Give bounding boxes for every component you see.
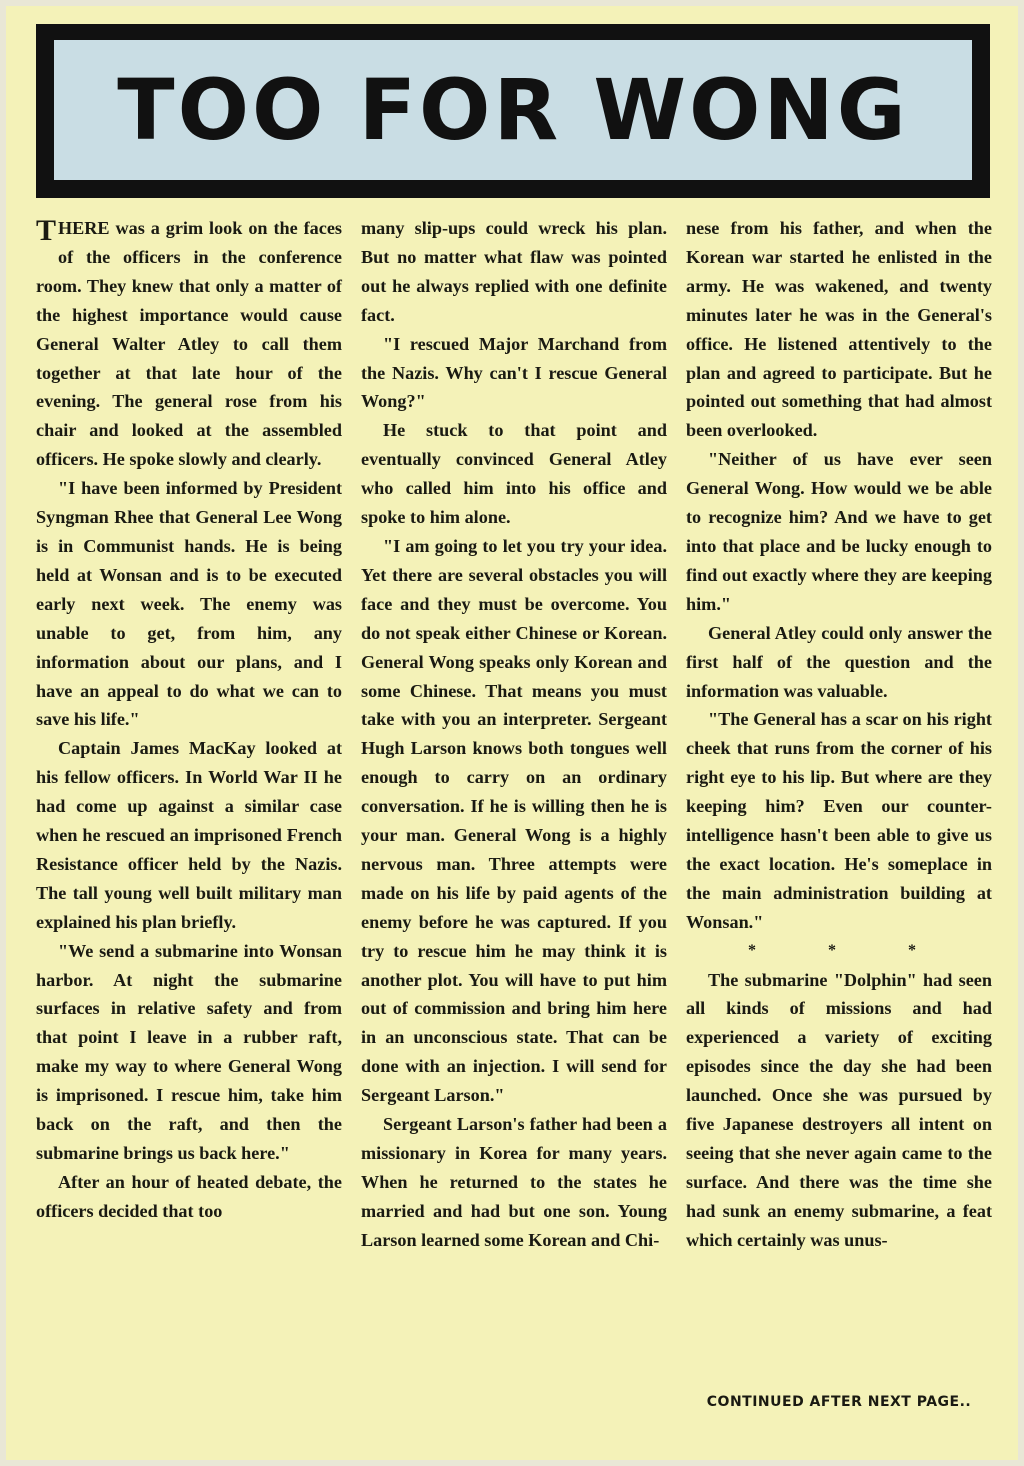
- paragraph: THERE was a grim look on the faces of the officers in the conference room. They knew that only a matter of the highest importance would cause General Walter Atley to call them together at that late hour of the evening. The general rose from his chair and looked at the assembled officers. He spoke slowly and clearly.: [36, 214, 342, 470]
- paragraph: The submarine "Dolphin" had seen all kinds of missions and had experienced a variety of exciting episodes since the day she had been launched. Once she was pursued by five Japanese destroyers all intent on seeing that she never again came to the surface. And there was the time she had sunk an enemy submarine, a feat which certainly was unus-: [686, 969, 992, 1250]
- paragraph: nese from his father, and when the Korean war started he enlisted in the army. He was wakened, and twenty minutes later he was in the General's office. He listened attentively to the plan and agreed to participate. But he pointed out something that had almost been overlooked.: [686, 218, 992, 441]
- paragraph: "I am going to let you try your idea. Yet there are several obstacles you will face and they must be overcome. You do not speak either Chinese or Korean. General Wong speaks only Korean and some Chinese. That means you must take with you an interpreter. Sergeant Hugh Larson knows both tongues well enough to carry on an ordinary conversation. If he is willing then he is your man. General Wong is a highly nervous man. Three attempts were made on his life by paid agents of the enemy before he was captured. If you try to rescue him he may think it is another plot. You will have to put him out of commission and bring him here in an unconscious state. That can be done with an injection. I will send for Sergeant Larson.": [361, 535, 667, 1106]
- paragraph: "Neither of us have ever seen General Wong. How would we be able to recognize him? And we have to get into that place and be lucky enough to find out exactly where they are keeping him.": [686, 449, 992, 614]
- paragraph: many slip-ups could wreck his plan. But no matter what flaw was pointed out he always replied with one definite fact.: [361, 218, 667, 325]
- drop-cap: T: [36, 214, 57, 247]
- column-1: [36, 214, 342, 1414]
- section-separator: * * *: [748, 941, 950, 959]
- paragraph: Captain James MacKay looked at his fellow officers. In World War II he had come up against a similar case when he rescued an imprisoned French Resistance officer held by the Nazis. The tall young well built military man explained his plan briefly.: [36, 738, 342, 932]
- column-2: [361, 214, 667, 1414]
- paragraph: "I rescued Major Marchand from the Nazis. Why can't I rescue General Wong?": [361, 333, 667, 412]
- paragraph: He stuck to that point and eventually convinced General Atley who called him into his office and spoke to him alone.: [361, 420, 667, 528]
- text-columns: [36, 214, 992, 1414]
- paragraph: After an hour of heated debate, the officers decided that too: [36, 1171, 342, 1221]
- column-3: [686, 214, 992, 1414]
- paragraph: Sergeant Larson's father had been a missionary in Korea for many years. When he returned to the states he married and had but one son. Young Larson learned some Korean and Chi-: [361, 1114, 667, 1250]
- continued-notice: CONTINUED AFTER NEXT PAGE..: [706, 1394, 972, 1410]
- paragraph: "We send a submarine into Wonsan harbor. At night the submarine surfaces in relative safety and from that point I leave in a rubber raft, make my way to where General Wong is imprisoned. I rescue him, take him back on the raft, and then the submarine brings us back here.": [36, 940, 342, 1163]
- story-title: TOO FOR WONG: [117, 61, 909, 159]
- paragraph: General Atley could only answer the first half of the question and the information was valuable.: [686, 622, 992, 701]
- title-banner: [36, 24, 990, 198]
- title-panel: [54, 40, 972, 180]
- paragraph: "The General has a scar on his right cheek that runs from the corner of his right eye to his lip. But where are they keeping him? Even our counter-intelligence hasn't been able to give us the exact location. He's someplace in the main administration building at Wonsan.": [686, 709, 992, 932]
- paragraph: "I have been informed by President Syngman Rhee that General Lee Wong is in Communist hands. He is being held at Wonsan and is to be executed early next week. The enemy was unable to get, from him, any information about our plans, and I have an appeal to do what we can to save his life.": [36, 478, 342, 730]
